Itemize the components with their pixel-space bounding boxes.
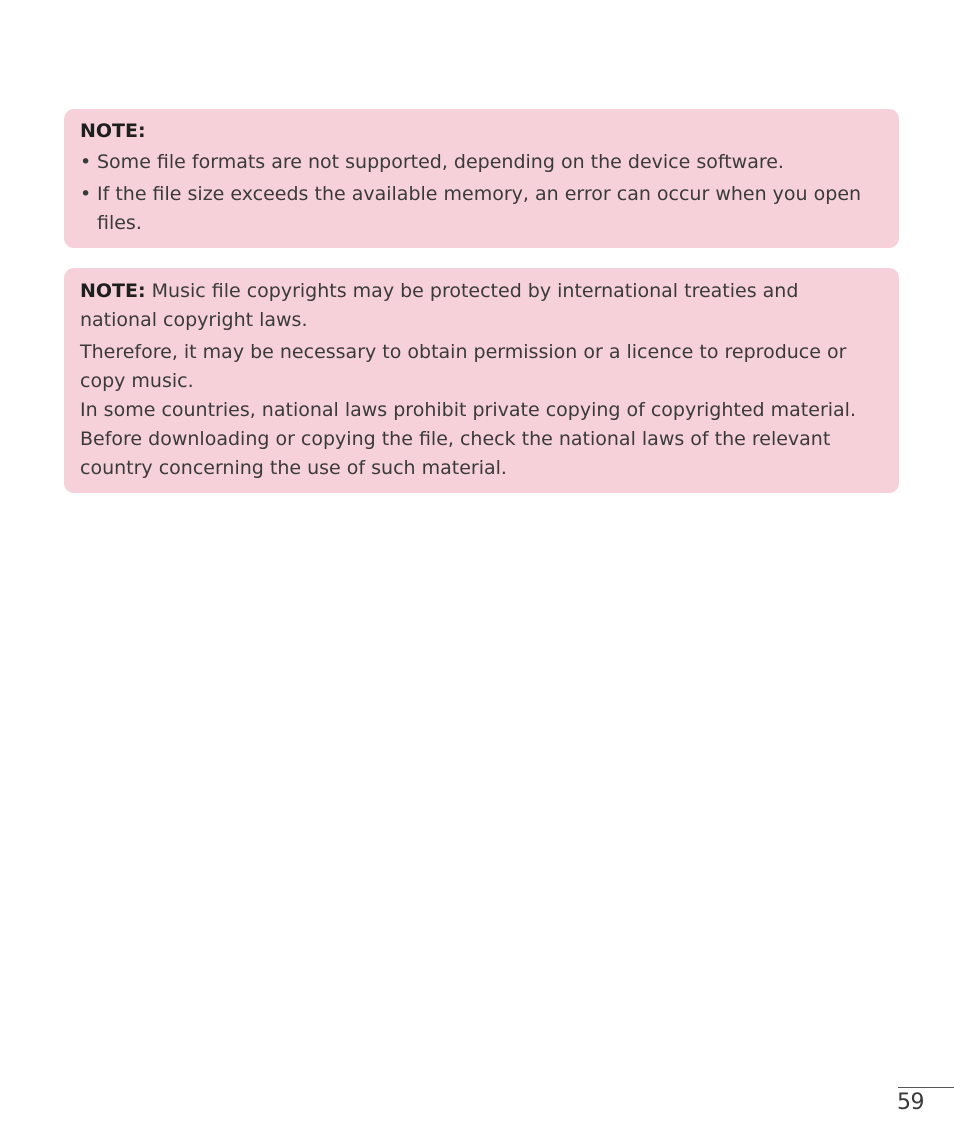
list-item [80, 180, 881, 238]
note-box-copyright [64, 268, 899, 493]
bullet-text: If the file size exceeds the available memory, an error can occur when you open files. [97, 183, 862, 234]
note-paragraph [80, 277, 881, 335]
bullet-icon: • [80, 183, 92, 205]
note-paragraph: Therefore, it may be necessary to obtain permission or a licence to reproduce or copy music. [80, 341, 847, 392]
note-heading: NOTE: [80, 280, 146, 302]
note-text: Music file copyrights may be protected by international treaties and national copyright laws. [80, 280, 799, 331]
page-number: 59 [897, 1090, 924, 1115]
list-item [80, 148, 881, 177]
note-heading: NOTE: [80, 120, 146, 142]
page-number-divider [898, 1087, 954, 1088]
note-box-file-formats [64, 109, 899, 248]
note-paragraph: In some countries, national laws prohibit private copying of copyrighted material. Before downloading or copying the file, check the national laws of the relevant country concerning the use of such material. [80, 399, 856, 479]
bullet-icon: • [80, 151, 92, 173]
note-bullet-list [80, 148, 881, 238]
bullet-text: Some file formats are not supported, depending on the device software. [97, 151, 784, 173]
